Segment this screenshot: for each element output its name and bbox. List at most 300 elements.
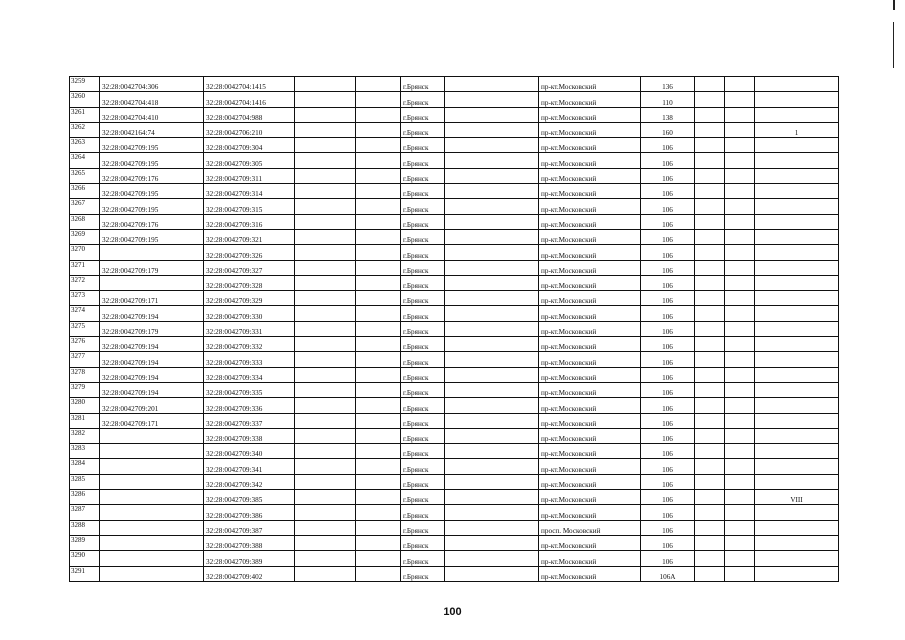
blank-cell-c (445, 382, 539, 397)
city-name: г.Брянск (401, 199, 445, 214)
city-name: г.Брянск (401, 398, 445, 413)
unit-number (755, 184, 839, 199)
row-number: 3278 (70, 367, 100, 382)
house-number: 106 (641, 413, 695, 428)
street-name: пр-кт.Московский (539, 444, 641, 459)
house-number: 110 (641, 92, 695, 107)
blank-cell-c (445, 153, 539, 168)
blank-cell-a (295, 428, 356, 443)
cadastral-number: 32:28:0042709:336 (204, 398, 295, 413)
margin-mark-top (893, 0, 895, 10)
house-number: 106 (641, 352, 695, 367)
unit-number (755, 459, 839, 474)
row-number: 3264 (70, 153, 100, 168)
cadastral-number: 32:28:0042709:332 (204, 337, 295, 352)
row-number: 3285 (70, 474, 100, 489)
street-name: пр-кт.Московский (539, 413, 641, 428)
street-name: пр-кт.Московский (539, 352, 641, 367)
cadastral-number: 32:28:0042704:1415 (204, 77, 295, 92)
margin-mark-side (893, 22, 894, 68)
cadastral-number-parent (100, 444, 204, 459)
unit-number (755, 291, 839, 306)
blank-cell-e (725, 413, 755, 428)
city-name: г.Брянск (401, 367, 445, 382)
cadastral-number: 32:28:0042709:315 (204, 199, 295, 214)
city-name: г.Брянск (401, 92, 445, 107)
registry-table (69, 76, 839, 582)
city-name: г.Брянск (401, 229, 445, 244)
blank-cell-b (356, 291, 401, 306)
city-name: г.Брянск (401, 321, 445, 336)
table-row (70, 138, 839, 153)
blank-cell-b (356, 245, 401, 260)
blank-cell-d (695, 367, 725, 382)
blank-cell-e (725, 474, 755, 489)
table-row (70, 413, 839, 428)
blank-cell-d (695, 229, 725, 244)
cadastral-number-parent: 32:28:0042709:176 (100, 168, 204, 183)
cadastral-number: 32:28:0042709:389 (204, 551, 295, 566)
house-number: 106 (641, 184, 695, 199)
table-row (70, 566, 839, 581)
street-name: пр-кт.Московский (539, 505, 641, 520)
cadastral-number-parent: 32:28:0042704:306 (100, 77, 204, 92)
blank-cell-e (725, 214, 755, 229)
table-row (70, 260, 839, 275)
row-number: 3275 (70, 321, 100, 336)
row-number: 3291 (70, 566, 100, 581)
blank-cell-c (445, 352, 539, 367)
blank-cell-b (356, 551, 401, 566)
table-row (70, 77, 839, 92)
blank-cell-b (356, 566, 401, 581)
house-number: 138 (641, 107, 695, 122)
blank-cell-b (356, 535, 401, 550)
unit-number (755, 566, 839, 581)
unit-number (755, 535, 839, 550)
table-row (70, 199, 839, 214)
cadastral-number-parent: 32:28:0042709:194 (100, 352, 204, 367)
blank-cell-b (356, 77, 401, 92)
blank-cell-b (356, 199, 401, 214)
blank-cell-c (445, 337, 539, 352)
city-name: г.Брянск (401, 520, 445, 535)
table-row (70, 428, 839, 443)
row-number: 3279 (70, 382, 100, 397)
blank-cell-b (356, 122, 401, 137)
cadastral-number: 32:28:0042709:314 (204, 184, 295, 199)
house-number: 106 (641, 138, 695, 153)
table-row (70, 107, 839, 122)
unit-number (755, 382, 839, 397)
blank-cell-a (295, 260, 356, 275)
street-name: пр-кт.Московский (539, 428, 641, 443)
cadastral-number-parent (100, 535, 204, 550)
city-name: г.Брянск (401, 474, 445, 489)
blank-cell-a (295, 367, 356, 382)
unit-number (755, 107, 839, 122)
blank-cell-b (356, 444, 401, 459)
row-number: 3289 (70, 535, 100, 550)
blank-cell-c (445, 245, 539, 260)
blank-cell-a (295, 352, 356, 367)
cadastral-number-parent: 32:28:0042709:171 (100, 291, 204, 306)
registry-body (70, 77, 839, 582)
cadastral-number: 32:28:0042709:335 (204, 382, 295, 397)
blank-cell-c (445, 214, 539, 229)
cadastral-number: 32:28:0042709:331 (204, 321, 295, 336)
house-number: 106 (641, 214, 695, 229)
unit-number (755, 229, 839, 244)
cadastral-number-parent: 32:28:0042709:194 (100, 337, 204, 352)
unit-number (755, 337, 839, 352)
blank-cell-e (725, 122, 755, 137)
street-name: пр-кт.Московский (539, 566, 641, 581)
blank-cell-c (445, 398, 539, 413)
row-number: 3290 (70, 551, 100, 566)
city-name: г.Брянск (401, 107, 445, 122)
cadastral-number-parent: 32:28:0042709:179 (100, 260, 204, 275)
blank-cell-e (725, 199, 755, 214)
blank-cell-e (725, 398, 755, 413)
blank-cell-a (295, 199, 356, 214)
table-row (70, 306, 839, 321)
unit-number (755, 352, 839, 367)
cadastral-number-parent: 32:28:0042704:410 (100, 107, 204, 122)
blank-cell-e (725, 566, 755, 581)
row-number: 3283 (70, 444, 100, 459)
blank-cell-c (445, 77, 539, 92)
blank-cell-b (356, 352, 401, 367)
cadastral-number: 32:28:0042709:330 (204, 306, 295, 321)
street-name: пр-кт.Московский (539, 245, 641, 260)
house-number: 106 (641, 153, 695, 168)
blank-cell-d (695, 382, 725, 397)
city-name: г.Брянск (401, 459, 445, 474)
row-number: 3263 (70, 138, 100, 153)
blank-cell-c (445, 321, 539, 336)
blank-cell-c (445, 168, 539, 183)
city-name: г.Брянск (401, 306, 445, 321)
row-number: 3277 (70, 352, 100, 367)
table-row (70, 398, 839, 413)
blank-cell-d (695, 153, 725, 168)
house-number: 106 (641, 505, 695, 520)
city-name: г.Брянск (401, 337, 445, 352)
blank-cell-e (725, 352, 755, 367)
blank-cell-a (295, 168, 356, 183)
table-row (70, 337, 839, 352)
table-row (70, 291, 839, 306)
blank-cell-e (725, 184, 755, 199)
cadastral-number: 32:28:0042709:326 (204, 245, 295, 260)
blank-cell-c (445, 520, 539, 535)
city-name: г.Брянск (401, 535, 445, 550)
blank-cell-a (295, 245, 356, 260)
blank-cell-c (445, 490, 539, 505)
street-name: пр-кт.Московский (539, 398, 641, 413)
blank-cell-b (356, 520, 401, 535)
cadastral-number-parent (100, 490, 204, 505)
street-name: пр-кт.Московский (539, 275, 641, 290)
blank-cell-e (725, 382, 755, 397)
blank-cell-a (295, 551, 356, 566)
street-name: пр-кт.Московский (539, 199, 641, 214)
blank-cell-a (295, 77, 356, 92)
blank-cell-a (295, 337, 356, 352)
blank-cell-d (695, 138, 725, 153)
house-number: 106 (641, 382, 695, 397)
row-number: 3270 (70, 245, 100, 260)
street-name: пр-кт.Московский (539, 321, 641, 336)
table-row (70, 551, 839, 566)
row-number: 3267 (70, 199, 100, 214)
blank-cell-e (725, 321, 755, 336)
blank-cell-c (445, 184, 539, 199)
house-number: 106 (641, 444, 695, 459)
cadastral-number: 32:28:0042709:321 (204, 229, 295, 244)
house-number: 106 (641, 321, 695, 336)
street-name: пр-кт.Московский (539, 490, 641, 505)
house-number: 106 (641, 459, 695, 474)
street-name: пр-кт.Московский (539, 535, 641, 550)
unit-number (755, 245, 839, 260)
unit-number (755, 428, 839, 443)
blank-cell-a (295, 535, 356, 550)
blank-cell-c (445, 92, 539, 107)
street-name: пр-кт.Московский (539, 168, 641, 183)
house-number: 106 (641, 520, 695, 535)
blank-cell-b (356, 428, 401, 443)
unit-number (755, 199, 839, 214)
cadastral-number: 32:28:0042709:333 (204, 352, 295, 367)
cadastral-number: 32:28:0042706:210 (204, 122, 295, 137)
cadastral-number: 32:28:0042709:386 (204, 505, 295, 520)
blank-cell-d (695, 199, 725, 214)
blank-cell-a (295, 92, 356, 107)
cadastral-number-parent (100, 520, 204, 535)
city-name: г.Брянск (401, 260, 445, 275)
city-name: г.Брянск (401, 382, 445, 397)
page-number: 100 (443, 606, 462, 618)
street-name: пр-кт.Московский (539, 306, 641, 321)
cadastral-number: 32:28:0042709:329 (204, 291, 295, 306)
cadastral-number: 32:28:0042709:328 (204, 275, 295, 290)
blank-cell-a (295, 138, 356, 153)
blank-cell-c (445, 459, 539, 474)
blank-cell-b (356, 505, 401, 520)
blank-cell-e (725, 551, 755, 566)
blank-cell-d (695, 505, 725, 520)
unit-number (755, 474, 839, 489)
street-name: пр-кт.Московский (539, 260, 641, 275)
blank-cell-d (695, 275, 725, 290)
city-name: г.Брянск (401, 444, 445, 459)
blank-cell-c (445, 138, 539, 153)
blank-cell-a (295, 566, 356, 581)
cadastral-number-parent (100, 245, 204, 260)
cadastral-number-parent: 32:28:0042164:74 (100, 122, 204, 137)
street-name: пр-кт.Московский (539, 382, 641, 397)
cadastral-number: 32:28:0042704:988 (204, 107, 295, 122)
row-number: 3260 (70, 92, 100, 107)
blank-cell-c (445, 199, 539, 214)
house-number: 106 (641, 168, 695, 183)
blank-cell-d (695, 566, 725, 581)
blank-cell-a (295, 306, 356, 321)
blank-cell-c (445, 551, 539, 566)
blank-cell-a (295, 184, 356, 199)
cadastral-number: 32:28:0042709:305 (204, 153, 295, 168)
blank-cell-d (695, 122, 725, 137)
blank-cell-a (295, 413, 356, 428)
city-name: г.Брянск (401, 138, 445, 153)
street-name: пр-кт.Московский (539, 184, 641, 199)
cadastral-number-parent: 32:28:0042704:418 (100, 92, 204, 107)
city-name: г.Брянск (401, 275, 445, 290)
table-row (70, 382, 839, 397)
house-number: 106 (641, 337, 695, 352)
blank-cell-b (356, 92, 401, 107)
row-number: 3261 (70, 107, 100, 122)
blank-cell-b (356, 214, 401, 229)
house-number: 106 (641, 275, 695, 290)
blank-cell-d (695, 245, 725, 260)
city-name: г.Брянск (401, 428, 445, 443)
row-number: 3284 (70, 459, 100, 474)
unit-number (755, 275, 839, 290)
city-name: г.Брянск (401, 153, 445, 168)
cadastral-number: 32:28:0042709:387 (204, 520, 295, 535)
table-row (70, 505, 839, 520)
blank-cell-a (295, 459, 356, 474)
blank-cell-c (445, 505, 539, 520)
blank-cell-c (445, 107, 539, 122)
cadastral-number-parent: 32:28:0042709:194 (100, 367, 204, 382)
unit-number (755, 413, 839, 428)
blank-cell-e (725, 306, 755, 321)
cadastral-number: 32:28:0042709:341 (204, 459, 295, 474)
blank-cell-e (725, 107, 755, 122)
blank-cell-b (356, 413, 401, 428)
blank-cell-d (695, 291, 725, 306)
blank-cell-d (695, 92, 725, 107)
cadastral-number: 32:28:0042709:338 (204, 428, 295, 443)
cadastral-number-parent (100, 474, 204, 489)
table-row (70, 352, 839, 367)
house-number: 106 (641, 306, 695, 321)
cadastral-number: 32:28:0042709:402 (204, 566, 295, 581)
blank-cell-e (725, 229, 755, 244)
house-number: 106 (641, 199, 695, 214)
blank-cell-b (356, 229, 401, 244)
house-number: 106 (641, 260, 695, 275)
cadastral-number-parent: 32:28:0042709:195 (100, 153, 204, 168)
row-number: 3280 (70, 398, 100, 413)
blank-cell-b (356, 153, 401, 168)
blank-cell-d (695, 551, 725, 566)
blank-cell-a (295, 398, 356, 413)
table-row (70, 321, 839, 336)
blank-cell-a (295, 520, 356, 535)
row-number: 3259 (70, 77, 100, 92)
cadastral-number: 32:28:0042704:1416 (204, 92, 295, 107)
blank-cell-b (356, 138, 401, 153)
table-row (70, 490, 839, 505)
house-number: 160 (641, 122, 695, 137)
blank-cell-c (445, 428, 539, 443)
table-row (70, 168, 839, 183)
cadastral-number-parent: 32:28:0042709:194 (100, 306, 204, 321)
blank-cell-a (295, 153, 356, 168)
blank-cell-b (356, 184, 401, 199)
row-number: 3286 (70, 490, 100, 505)
unit-number (755, 321, 839, 336)
house-number: 106 (641, 398, 695, 413)
house-number: 106 (641, 428, 695, 443)
blank-cell-d (695, 107, 725, 122)
row-number: 3271 (70, 260, 100, 275)
blank-cell-e (725, 459, 755, 474)
street-name: пр-кт.Московский (539, 77, 641, 92)
blank-cell-a (295, 291, 356, 306)
blank-cell-b (356, 260, 401, 275)
row-number: 3288 (70, 520, 100, 535)
unit-number (755, 153, 839, 168)
street-name: просп. Московский (539, 520, 641, 535)
row-number: 3266 (70, 184, 100, 199)
cadastral-number-parent: 32:28:0042709:194 (100, 382, 204, 397)
blank-cell-c (445, 291, 539, 306)
street-name: пр-кт.Московский (539, 474, 641, 489)
blank-cell-c (445, 413, 539, 428)
cadastral-number: 32:28:0042709:385 (204, 490, 295, 505)
blank-cell-e (725, 367, 755, 382)
blank-cell-c (445, 275, 539, 290)
city-name: г.Брянск (401, 551, 445, 566)
blank-cell-c (445, 566, 539, 581)
blank-cell-e (725, 260, 755, 275)
city-name: г.Брянск (401, 168, 445, 183)
blank-cell-d (695, 168, 725, 183)
blank-cell-b (356, 459, 401, 474)
cadastral-number-parent (100, 459, 204, 474)
cadastral-number-parent: 32:28:0042709:201 (100, 398, 204, 413)
unit-number (755, 520, 839, 535)
blank-cell-e (725, 444, 755, 459)
unit-number: VIII (755, 490, 839, 505)
street-name: пр-кт.Московский (539, 122, 641, 137)
table-row (70, 474, 839, 489)
blank-cell-d (695, 352, 725, 367)
city-name: г.Брянск (401, 291, 445, 306)
unit-number (755, 168, 839, 183)
blank-cell-a (295, 275, 356, 290)
house-number: 106 (641, 229, 695, 244)
row-number: 3274 (70, 306, 100, 321)
cadastral-number: 32:28:0042709:311 (204, 168, 295, 183)
blank-cell-e (725, 337, 755, 352)
house-number: 106 (641, 291, 695, 306)
city-name: г.Брянск (401, 505, 445, 520)
blank-cell-c (445, 306, 539, 321)
city-name: г.Брянск (401, 566, 445, 581)
cadastral-number: 32:28:0042709:327 (204, 260, 295, 275)
house-number: 106 (641, 245, 695, 260)
blank-cell-d (695, 306, 725, 321)
street-name: пр-кт.Московский (539, 291, 641, 306)
blank-cell-d (695, 520, 725, 535)
